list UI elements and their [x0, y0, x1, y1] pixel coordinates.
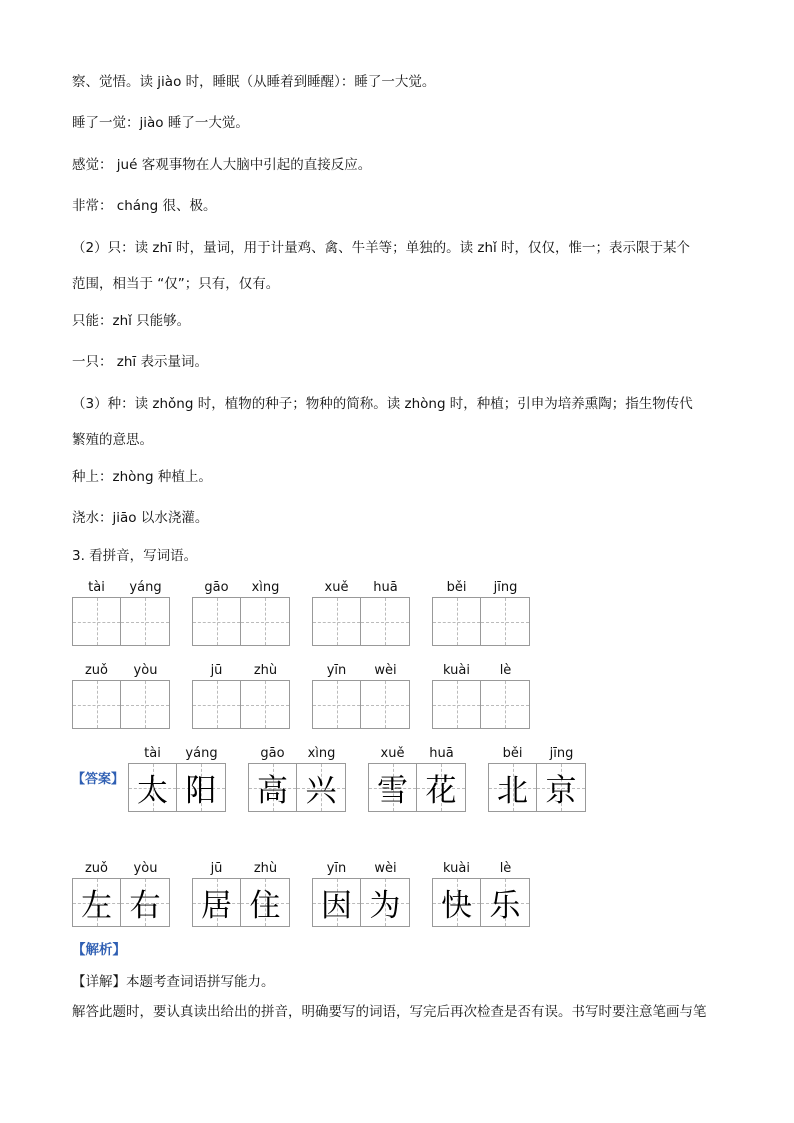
character-box	[297, 763, 346, 812]
paragraph: 一只： zhī 表示量词。	[72, 354, 208, 370]
character-box	[481, 597, 530, 646]
tianzige-grid	[192, 597, 290, 646]
pinyin-label: kuài	[443, 663, 470, 678]
character-box	[432, 878, 481, 927]
tianzige-grid	[432, 878, 530, 927]
character	[313, 681, 360, 728]
pinyin-label: jīng	[549, 746, 574, 761]
character-box	[241, 878, 290, 927]
character	[193, 598, 240, 645]
paragraph: 睡了一觉：jiào 睡了一大觉。	[72, 115, 249, 131]
pinyin-label: yòu	[133, 861, 158, 876]
pinyin-label: lè	[499, 861, 512, 876]
character-box	[432, 597, 481, 646]
paragraph: （3）种：读 zhǒng 时，植物的种子；物种的简称。读 zhòng 时，种植；引申为培养熏陶；指生物传代	[72, 396, 693, 412]
character-box	[432, 680, 481, 729]
character	[241, 598, 289, 645]
character: 右	[129, 888, 161, 924]
pinyin-label: zhù	[253, 861, 278, 876]
pinyin-label: gāo	[204, 580, 229, 595]
pinyin-label: xuě	[324, 580, 349, 595]
character-box	[121, 680, 170, 729]
paragraph: 非常： cháng 很、极。	[72, 198, 217, 214]
paragraph: 只能：zhǐ 只能够。	[72, 313, 191, 329]
paragraph: 浇水：jiāo 以水浇灌。	[72, 510, 209, 526]
character: 高	[257, 773, 288, 809]
character: 左	[81, 888, 112, 924]
detail-line	[72, 972, 275, 992]
pinyin-label: yīn	[326, 663, 347, 678]
pinyin-label: tài	[144, 746, 161, 761]
character-box	[312, 597, 361, 646]
paragraph: 繁殖的意思。	[72, 432, 153, 448]
character: 雪	[377, 773, 408, 809]
character-box	[192, 878, 241, 927]
character	[73, 598, 120, 645]
character	[481, 598, 529, 645]
pinyin-label: gāo	[260, 746, 285, 761]
analysis-label: 【解析】	[72, 942, 126, 958]
character	[433, 598, 480, 645]
paragraph: 范围，相当于 “仅”；只有，仅有。	[72, 276, 280, 292]
character	[241, 681, 289, 728]
character	[193, 681, 240, 728]
character: 太	[137, 773, 168, 809]
character: 为	[369, 888, 401, 924]
pinyin-label: jū	[210, 861, 223, 876]
tianzige-grid	[312, 597, 410, 646]
character-box	[368, 763, 417, 812]
character-box	[72, 878, 121, 927]
pinyin-label: kuài	[443, 861, 470, 876]
character: 北	[497, 773, 528, 809]
tianzige-grid	[192, 878, 290, 927]
character	[361, 598, 409, 645]
pinyin-label: wèi	[374, 861, 397, 876]
pinyin-label: yáng	[129, 580, 162, 595]
tianzige-grid	[432, 680, 530, 729]
tianzige-grid	[72, 680, 170, 729]
character: 兴	[305, 773, 337, 809]
tianzige-grid	[312, 878, 410, 927]
pinyin-label: tài	[88, 580, 105, 595]
character	[481, 681, 529, 728]
tianzige-grid	[72, 597, 170, 646]
character: 因	[321, 888, 352, 924]
character-box	[121, 597, 170, 646]
paragraph: （2）只：读 zhī 时，量词，用于计量鸡、禽、牛羊等；单独的。读 zhǐ 时，仅仅，惟一；表示限于某个	[72, 240, 691, 256]
pinyin-label: yīn	[326, 861, 347, 876]
character: 居	[201, 888, 232, 924]
character: 阳	[185, 773, 217, 809]
character	[433, 681, 480, 728]
tianzige-grid	[128, 763, 226, 812]
character: 京	[545, 773, 577, 809]
character-box	[248, 763, 297, 812]
character-box	[481, 878, 530, 927]
pinyin-label: huā	[429, 746, 454, 761]
character-box	[192, 597, 241, 646]
detail-text: 本题考查词语拼写能力。	[126, 974, 275, 990]
tianzige-grid	[192, 680, 290, 729]
character-box	[312, 680, 361, 729]
character-box	[192, 680, 241, 729]
pinyin-label: běi	[446, 580, 467, 595]
paragraph: 种上：zhòng 种植上。	[72, 469, 212, 485]
character-box	[488, 763, 537, 812]
pinyin-label: běi	[502, 746, 523, 761]
character-box	[121, 878, 170, 927]
character-box	[128, 763, 177, 812]
character-box	[312, 878, 361, 927]
character-box	[361, 878, 410, 927]
pinyin-label: xìng	[307, 746, 336, 761]
character-box	[361, 680, 410, 729]
pinyin-label: huā	[373, 580, 398, 595]
character	[313, 598, 360, 645]
pinyin-label: wèi	[374, 663, 397, 678]
pinyin-label: zuǒ	[84, 663, 109, 678]
character	[121, 681, 169, 728]
tianzige-grid	[432, 597, 530, 646]
pinyin-label: yòu	[133, 663, 158, 678]
character: 花	[425, 773, 457, 809]
character: 快	[441, 888, 472, 924]
tianzige-grid	[488, 763, 586, 812]
tianzige-grid	[248, 763, 346, 812]
character-box	[537, 763, 586, 812]
pinyin-label: xuě	[380, 746, 405, 761]
character	[121, 598, 169, 645]
detail-label: 【详解】	[72, 974, 126, 990]
character	[361, 681, 409, 728]
pinyin-label: jīng	[493, 580, 518, 595]
character-box	[72, 597, 121, 646]
paragraph: 察、觉悟。读 jiào 时，睡眠（从睡着到睡醒）：睡了一大觉。	[72, 74, 436, 90]
character: 住	[249, 888, 281, 924]
character	[73, 681, 120, 728]
pinyin-label: zuǒ	[84, 861, 109, 876]
pinyin-label: jū	[210, 663, 223, 678]
tianzige-grid	[72, 878, 170, 927]
character-box	[361, 597, 410, 646]
pinyin-label: zhù	[253, 663, 278, 678]
character-box	[481, 680, 530, 729]
character-box	[72, 680, 121, 729]
analysis-text: 解答此题时，要认真读出给出的拼音，明确要写的词语，写完后再次检查是否有误。书写时要注意笔画与笔	[72, 1004, 707, 1020]
question-heading: 3. 看拼音，写词语。	[72, 548, 198, 564]
paragraph: 感觉： jué 客观事物在人大脑中引起的直接反应。	[72, 157, 372, 173]
pinyin-label: yáng	[185, 746, 218, 761]
character: 乐	[489, 888, 521, 924]
character-box	[241, 680, 290, 729]
pinyin-label: lè	[499, 663, 512, 678]
character-box	[177, 763, 226, 812]
character-box	[241, 597, 290, 646]
answer-label: 【答案】	[72, 772, 125, 787]
tianzige-grid	[368, 763, 466, 812]
pinyin-label: xìng	[251, 580, 280, 595]
tianzige-grid	[312, 680, 410, 729]
character-box	[417, 763, 466, 812]
